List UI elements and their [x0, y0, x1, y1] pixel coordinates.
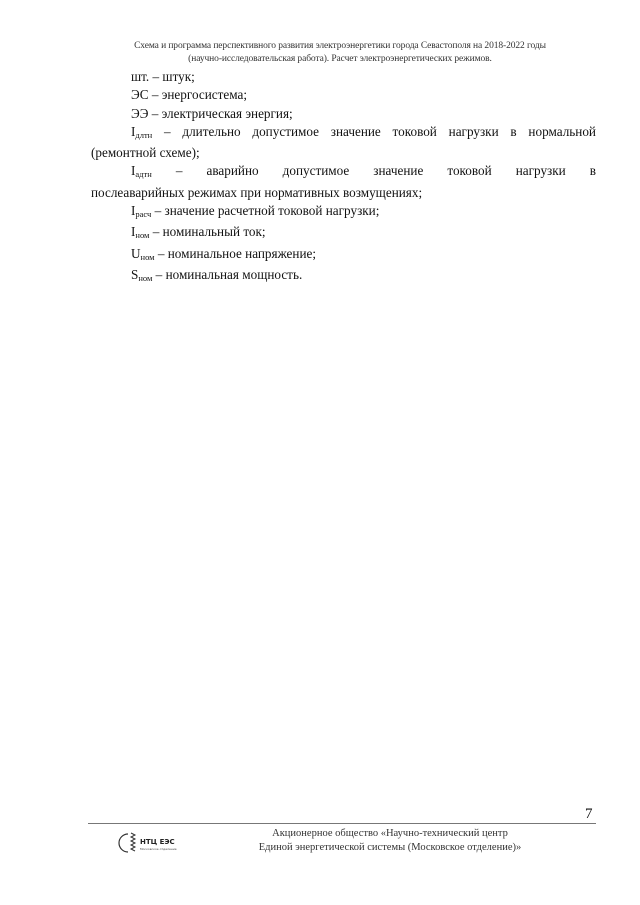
page-number: 7 [585, 806, 593, 822]
abbreviation-subscript: расч [135, 209, 152, 220]
abbreviation-term: I [131, 123, 136, 139]
footer-line-2: Единой энергетической системы (Московское отделение)» [258, 842, 522, 853]
abbreviation-term: шт. [131, 69, 150, 84]
abbreviation-item [91, 223, 596, 244]
abbreviation-continuation: (ремонтной схеме); [91, 145, 200, 161]
header-line-2: (научно-исследовательская работа). Расчет электроэнергетических режимов. [188, 54, 492, 64]
abbreviation-term: S [131, 266, 139, 282]
abbreviations-list [91, 68, 596, 287]
abbreviation-definition: – значение расчетной токовой нагрузки; [151, 203, 380, 219]
logo-subtext: Московское отделение [140, 847, 177, 851]
abbreviation-definition: – номинальный ток; [149, 224, 266, 240]
abbreviation-definition: – электрическая энергия; [148, 105, 293, 121]
abbreviation-item [91, 245, 596, 266]
abbreviation-term: U [131, 245, 141, 261]
abbreviation-definition: – длительно допустимое значение токовой нагрузки в нормальной [152, 123, 596, 139]
abbreviation-definition: – номинальное напряжение; [154, 245, 317, 261]
abbreviation-term: I [131, 163, 136, 179]
footer-line-1: Акционерное общество «Научно-технический центр [272, 828, 508, 839]
abbreviation-continuation: послеаварийных режимах при нормативных возмущениях; [91, 184, 423, 200]
abbreviation-term: ЭС [131, 87, 149, 103]
document-header [100, 40, 580, 66]
abbreviation-item [91, 68, 596, 86]
header-line-1: Схема и программа перспективного развития электроэнергетики города Севастополя на 2018-2022 годы [134, 41, 546, 51]
abbreviation-subscript: ном [140, 251, 155, 262]
company-logo [118, 829, 190, 857]
abbreviation-subscript: ном [138, 272, 153, 283]
abbreviation-term: I [131, 224, 136, 240]
abbreviation-subscript: длтн [135, 129, 153, 140]
abbreviation-item [91, 266, 596, 287]
organization-footer [200, 827, 580, 855]
abbreviation-definition: – энергосистема; [148, 87, 248, 103]
abbreviation-subscript: ном [135, 230, 150, 241]
abbreviation-item [91, 202, 596, 223]
abbreviation-definition: – аварийно допустимое значение токовой нагрузки в [151, 163, 596, 179]
abbreviation-item [91, 105, 596, 123]
abbreviation-subscript: адтн [135, 169, 152, 180]
footer-divider [88, 823, 596, 824]
abbreviation-definition: – штук; [149, 69, 195, 84]
logo-text: НТЦ ЕЭС [140, 838, 175, 846]
abbreviation-definition: – номинальная мощность. [152, 266, 303, 282]
abbreviation-item [91, 162, 596, 183]
abbreviation-term: I [131, 203, 136, 219]
abbreviation-term: ЭЭ [131, 105, 149, 121]
abbreviation-item [91, 123, 596, 144]
abbreviation-item [91, 86, 596, 104]
